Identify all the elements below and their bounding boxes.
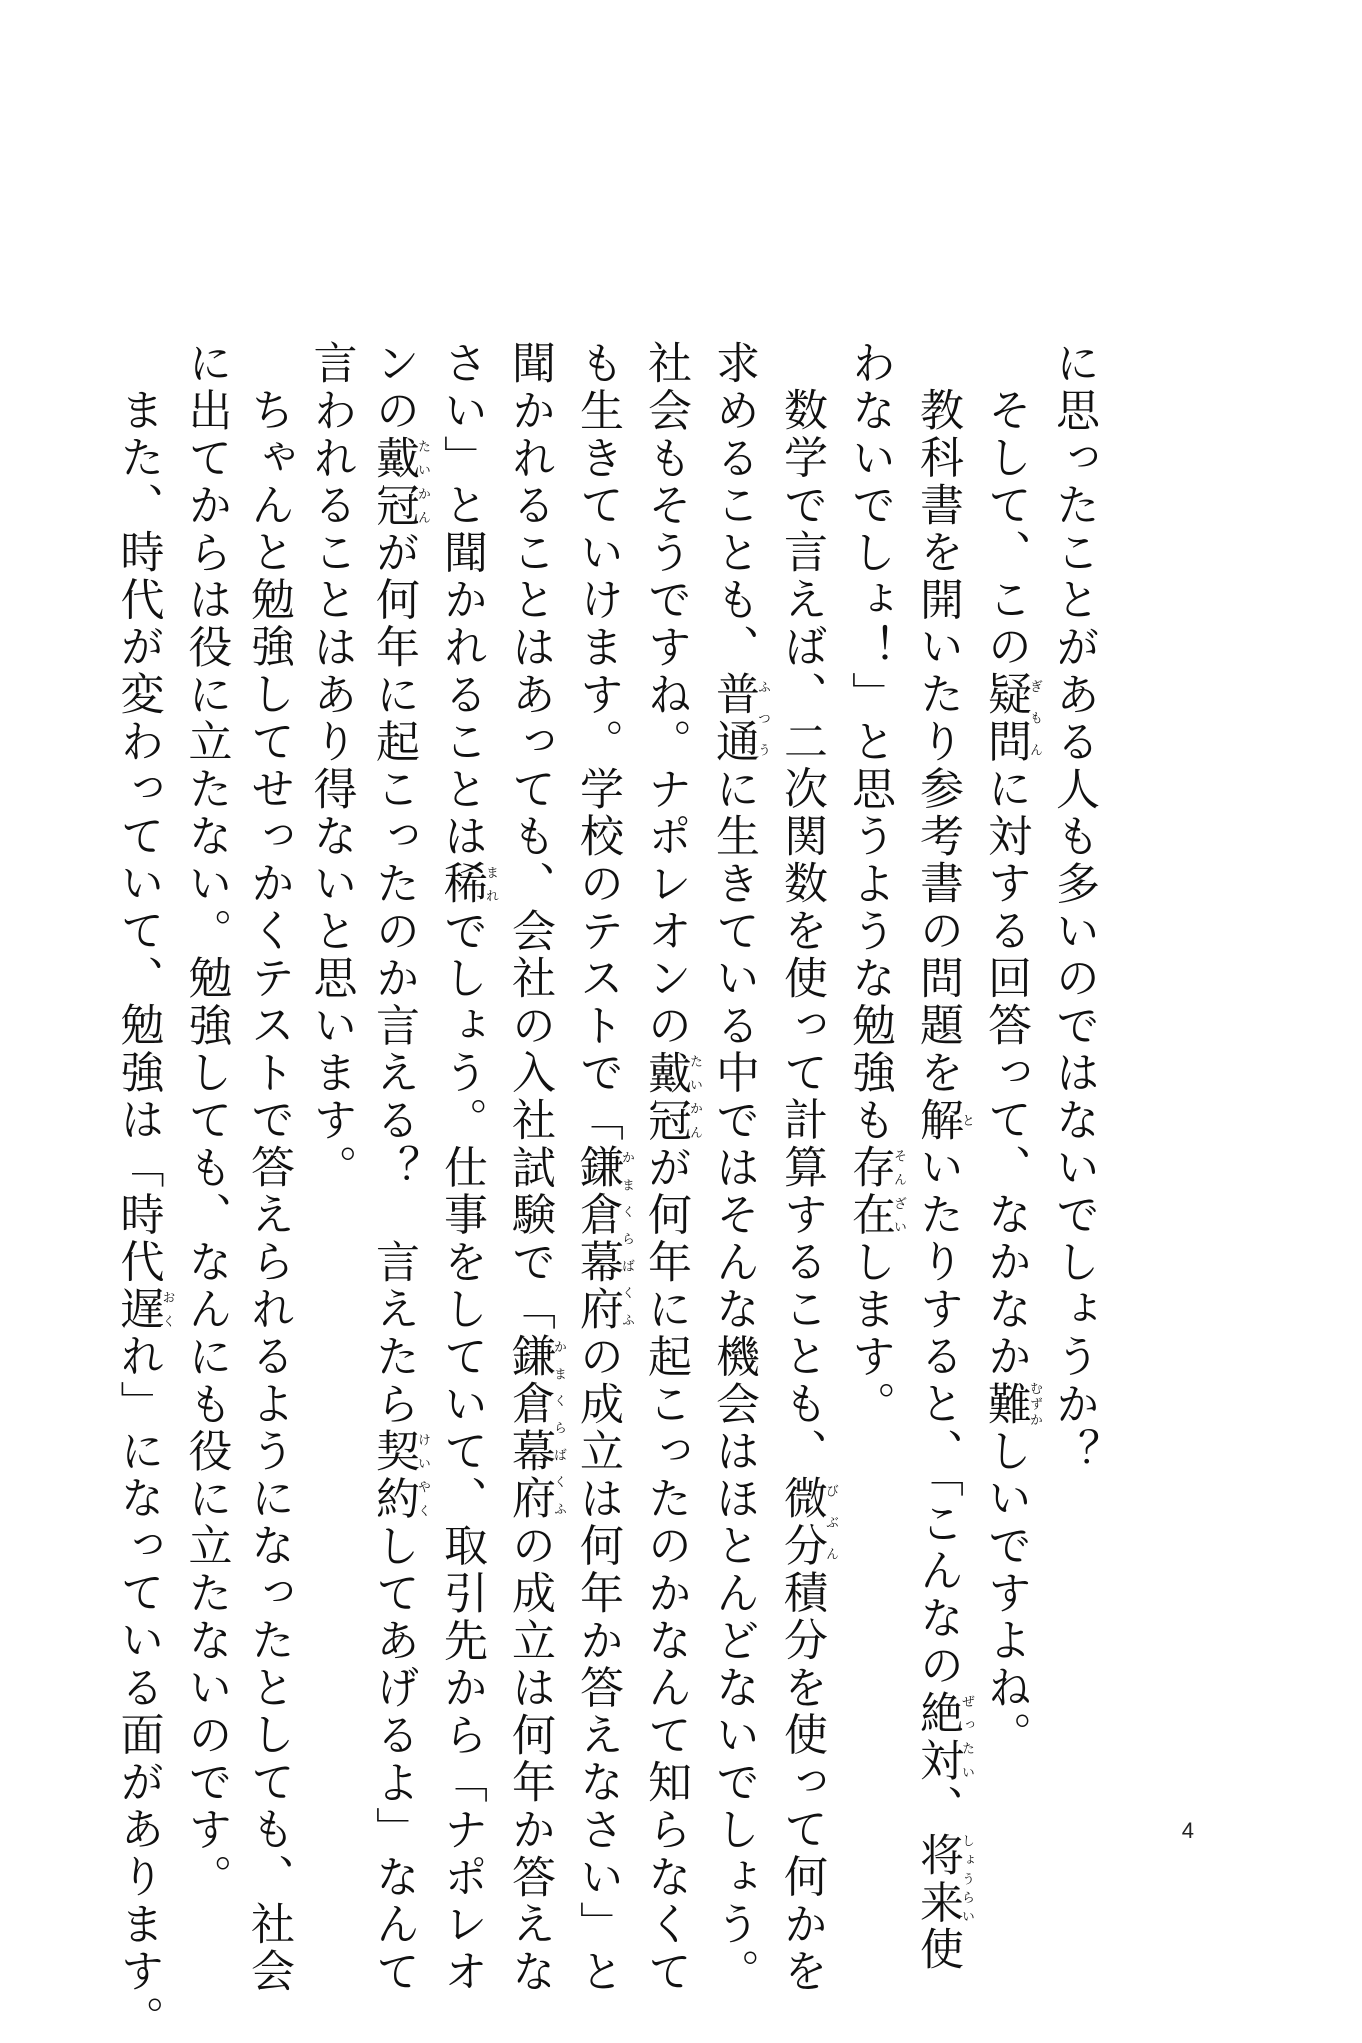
ruby-reading: けいやく xyxy=(415,1427,430,1523)
text-segment: に出てからは役に立たない。勉強しても、なんにも役に立たないのです。 xyxy=(180,340,232,1901)
ruby-word xyxy=(776,1475,838,1570)
ruby-base: 難 xyxy=(980,1380,1031,1428)
ruby-word xyxy=(912,1831,974,1927)
ruby-word xyxy=(912,1096,974,1145)
ruby-base: 鎌倉幕府 xyxy=(504,1333,555,1523)
text-segment: の成立は何年か答えな xyxy=(504,1522,555,1996)
text-line xyxy=(566,340,634,1996)
ruby-reading: と xyxy=(959,1096,974,1145)
ruby-word xyxy=(112,1286,175,1334)
ruby-word xyxy=(368,434,430,530)
text-line xyxy=(1042,340,1105,1670)
ruby-word xyxy=(844,1144,906,1239)
ruby-word xyxy=(980,671,1042,766)
ruby-word xyxy=(980,1380,1042,1428)
ruby-reading: たいかん xyxy=(415,434,430,530)
text-segment: ちゃんと勉強してせっかくテストで答えられるようになったとしても、社会 xyxy=(243,387,294,1996)
ruby-reading: むずか xyxy=(1027,1380,1042,1428)
text-line xyxy=(838,340,906,1670)
ruby-word xyxy=(912,1689,974,1785)
ruby-reading: びぶん xyxy=(823,1475,838,1570)
text-segment: が何年に起こったのかなんて知らなくて xyxy=(640,1144,691,1996)
text-segment: も生きていけます。学校のテストで「 xyxy=(572,340,623,1145)
ruby-reading: かまくらばくふ xyxy=(619,1144,634,1334)
text-line xyxy=(974,340,1042,1760)
ruby-word xyxy=(368,1427,430,1523)
ruby-base: 戴冠 xyxy=(640,1049,691,1145)
ruby-base: 微分 xyxy=(776,1475,827,1570)
text-segment: が何年に起こったのか言える？ 言えたら xyxy=(368,529,419,1428)
text-segment: に対する回答って、なかなか xyxy=(980,765,1031,1381)
text-segment: いたりすると、「こんなの xyxy=(912,1144,963,1690)
text-segment: しいですよね。 xyxy=(980,1427,1031,1760)
ruby-word xyxy=(572,1144,634,1334)
ruby-reading: ぎもん xyxy=(1027,671,1042,766)
text-line xyxy=(498,340,566,1996)
ruby-base: 遅 xyxy=(112,1286,164,1334)
text-segment: でしょう。仕事をしていて、取引先から「ナポレオ xyxy=(436,907,487,1996)
ruby-reading: ぜったい xyxy=(959,1689,974,1785)
ruby-base: 契約 xyxy=(368,1427,419,1523)
text-segment: 数学で言えば、二次関数を使って計算することも、 xyxy=(776,387,827,1476)
text-segment: します。 xyxy=(844,1238,895,1428)
ruby-reading: たいかん xyxy=(687,1049,702,1145)
text-segment: 言われることはあり得ないと思います。 xyxy=(305,340,357,1192)
ruby-reading: そんざい xyxy=(891,1144,906,1239)
text-segment: さい」と聞かれることは xyxy=(436,340,487,861)
text-line xyxy=(906,340,974,1974)
text-line xyxy=(174,340,237,1901)
vertical-text-block xyxy=(106,340,1104,2043)
ruby-base: 戴冠 xyxy=(368,434,419,530)
ruby-base: 疑問 xyxy=(980,671,1031,766)
ruby-word xyxy=(504,1333,566,1523)
ruby-base: 鎌倉幕府 xyxy=(572,1144,623,1334)
text-line xyxy=(702,340,770,1996)
ruby-word xyxy=(640,1049,702,1145)
text-segment: に思ったことがある人も多いのではないでしょうか？ xyxy=(1048,340,1099,1476)
text-line xyxy=(770,340,838,1996)
ruby-reading: ふつう xyxy=(755,671,770,766)
ruby-reading: まれ xyxy=(483,860,498,908)
ruby-base: 解 xyxy=(912,1096,963,1145)
text-segment: 教科書を開いたり参考書の問題を xyxy=(912,387,963,1097)
text-segment: また、時代が変わっていて、勉強は「時代 xyxy=(112,387,164,1286)
ruby-base: 存在 xyxy=(844,1144,895,1239)
ruby-base: 絶対 xyxy=(912,1689,963,1785)
text-line xyxy=(237,340,300,1996)
text-segment: に生きている中ではそんな機会はほとんどないでしょう。 xyxy=(708,765,759,1996)
text-segment: の成立は何年か答えなさい」と xyxy=(572,1333,623,1996)
ruby-base: 将来 xyxy=(912,1831,963,1927)
text-segment: 、 xyxy=(912,1784,963,1832)
text-segment: 求めることも、 xyxy=(708,340,759,672)
ruby-word xyxy=(708,671,770,766)
text-line xyxy=(299,340,362,1670)
text-line xyxy=(362,340,430,1996)
ruby-reading: しょうらい xyxy=(959,1831,974,1927)
text-segment: 社会もそうですね。ナポレオンの xyxy=(640,340,691,1050)
text-line xyxy=(634,340,702,1996)
text-segment: ンの xyxy=(368,340,419,435)
text-line xyxy=(106,340,175,2043)
ruby-reading: おく xyxy=(159,1286,175,1334)
ruby-reading: かまくらばくふ xyxy=(551,1333,566,1523)
ruby-base: 稀 xyxy=(436,860,487,908)
text-segment: してあげるよ」なんて xyxy=(368,1522,419,1996)
text-segment: 聞かれることはあっても、会社の入社試験で「 xyxy=(504,340,555,1334)
ruby-base: 普通 xyxy=(708,671,759,766)
text-segment: れ」になっている面があります。 xyxy=(112,1333,164,2043)
text-segment: そして、この xyxy=(980,387,1031,672)
text-segment: 積分を使って何かを xyxy=(776,1569,827,1996)
text-segment: 使 xyxy=(912,1926,963,1974)
text-segment: わないでしょ！」と思うような勉強も xyxy=(844,340,895,1145)
text-line xyxy=(430,340,498,1996)
page-number: 4 xyxy=(1181,1818,1194,1843)
ruby-word xyxy=(436,860,498,908)
